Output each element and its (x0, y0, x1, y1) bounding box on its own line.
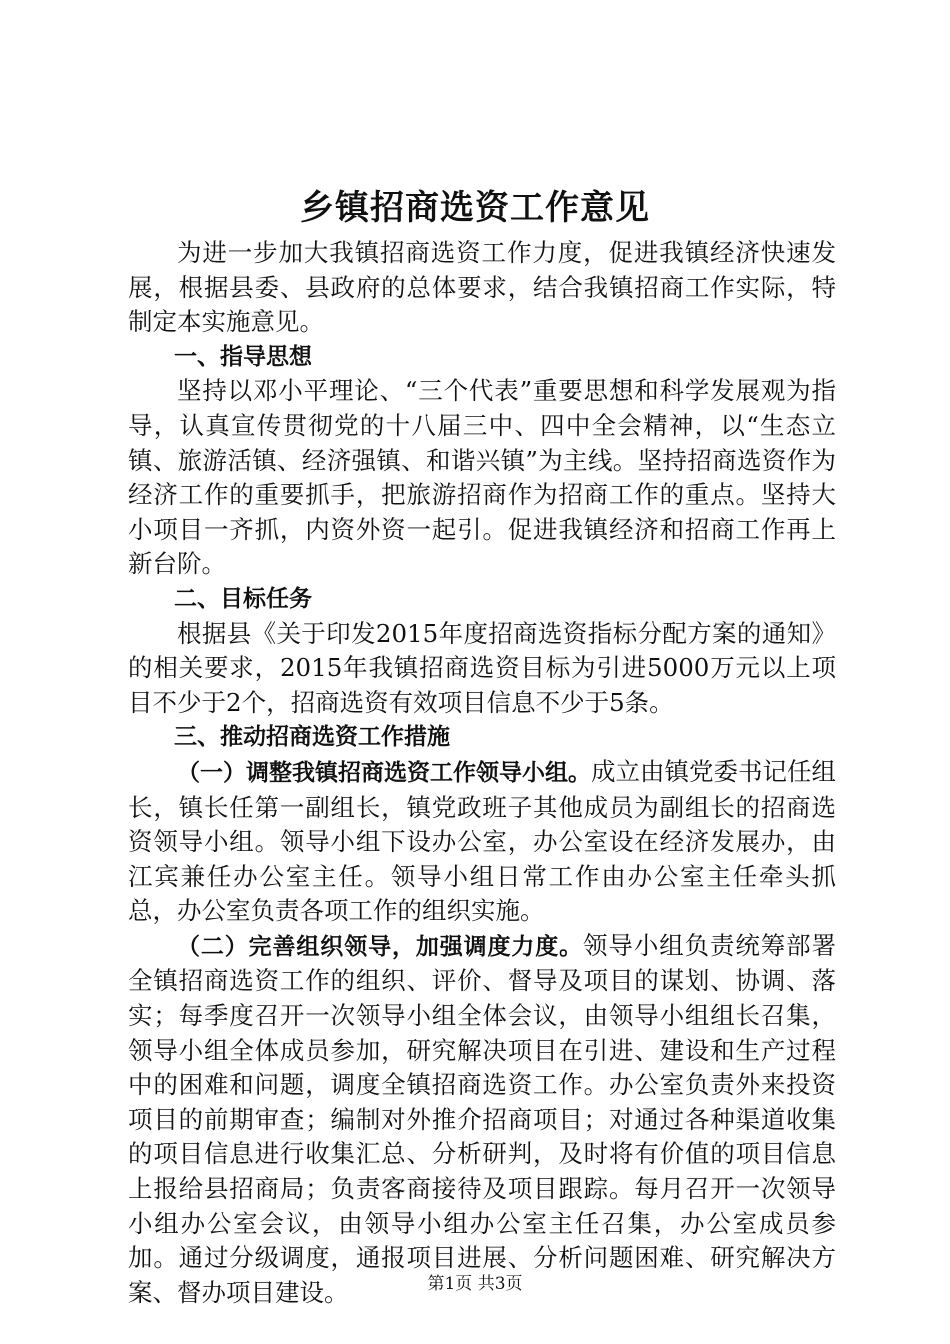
intro-paragraph: 为进一步加大我镇招商选资工作力度，促进我镇经济快速发展，根据县委、县政府的总体要求，结合我镇招商工作实际，特制定本实施意见。 (128, 238, 836, 337)
document-body (128, 236, 836, 1310)
measure-item-2-lead: （二）完善组织领导，加强调度力度。 (177, 933, 584, 960)
measure-item-2 (128, 929, 836, 1311)
section-paragraph-guiding-ideology: 坚持以邓小平理论、“三个代表”重要思想和科学发展观为指导，认真宣传贯彻党的十八届三中、四中全会精神，以“生态立镇、旅游活镇、经济强镇、和谐兴镇”为主线。坚持招商选资作为经济工作的重要抓手，把旅游招商作为招商工作的重点。坚持大小项目一齐抓，内资外资一起引。促进我镇经济和招商工作再上新台阶。 (128, 376, 836, 579)
section-paragraph-targets: 根据县《关于印发2015年度招商选资指标分配方案的通知》的相关要求，2015年我镇招商选资目标为引进5000万元以上项目不少于2个，招商选资有效项目信息不少于5条。 (128, 618, 836, 717)
section-heading-measures: 三、推动招商选资工作措施 (174, 724, 450, 751)
section-heading-guiding-ideology: 一、指导思想 (174, 343, 312, 370)
measure-item-1-text: 成立由镇党委书记任组长，镇长任第一副组长，镇党政班子其他成员为副组长的招商选资领导小组。领导小组下设办公室，办公室设在经济发展办，由江宾兼任办公室主任。领导小组日常工作由办公室主任牵头抓总，办公室负责各项工作的组织实施。 (128, 756, 836, 926)
document-title: 乡镇招商选资工作意见 (300, 188, 650, 228)
measure-item-1-lead: （一）调整我镇招商选资工作领导小组。 (177, 759, 591, 786)
measure-item-2-text: 领导小组负责统筹部署全镇招商选资工作的组织、评价、督导及项目的谋划、协调、落实；每季度召开一次领导小组全体会议，由领导小组组长召集，领导小组全体成员参加，研究解决项目在引进、建设和生产过程中的困难和问题，调度全镇招商选资工作。办公室负责外来投资项目的前期审查；编制对外推介招商项目；对通过各种渠道收集的项目信息进行收集汇总、分析研判，及时将有价值的项目信息上报给县招商局；负责客商接待及项目跟踪。每月召开一次领导小组办公室会议，由领导小组办公室主任召集，办公室成员参加。通过分级调度，通报项目进展、分析问题困难、研究解决方案、督办项目建设。 (128, 930, 837, 1307)
section-heading-targets: 二、目标任务 (174, 585, 312, 612)
measure-item-1 (128, 755, 836, 929)
page-footer: 第1页 共3页 (427, 1274, 523, 1294)
